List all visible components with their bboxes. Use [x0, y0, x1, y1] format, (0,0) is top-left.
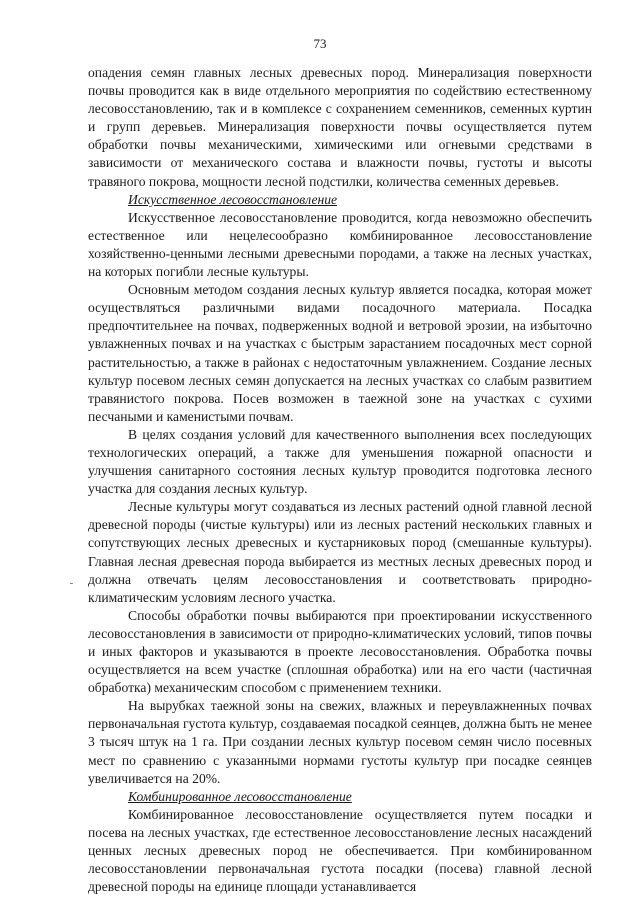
section-heading-artificial-reforestation: Искусственное лесовосстановление [128, 191, 338, 207]
paragraph-combined-definition: Комбинированное лесовосстановление осуществляется путем посадки и посева на лесных участках, где естественное лесовосстановление лесных насаждений ценных лесных древесных пород не обеспечивается. При комбинированном лесовосстановлении первоначальная густота посадки (посева) главной лесной древесной породы на единице площади устанавливается [88, 806, 592, 895]
paragraph-artificial-definition: Искусственное лесовосстановление проводится, когда невозможно обеспечить естественное или нецелесообразно комбинированное лесовосстановление хозяйственно-ценными лесными древесными породами, а также на лесных участках, на которых погибли лесные культуры. [88, 209, 592, 280]
margin-mark [70, 583, 73, 584]
paragraph-continuation: опадения семян главных лесных древесных пород. Минерализация поверхности почвы проводится как в виде отдельного мероприятия по содействию естественному лесовосстановлению, так и в комплексе с сохранением семенников, семенных куртин и групп деревьев. Минерализация поверхности почвы осуществляется путем обработки почвы механическими, химическими или огневыми средствами в зависимости от механического состава и влажности почвы, густоты и высоты травяного покрова, мощности лесной подстилки, количества семенных деревьев. [88, 65, 592, 189]
paragraph-forest-culture-composition: Лесные культуры могут создаваться из лесных растений одной главной лесной древесной породы (чистые культуры) или из лесных растений нескольких главных и сопутствующих лесных древесных и кустарниковых пород (смешанные культуры). Главная лесная древесная порода выбирается из местных лесных древесных пород и должна отвечать целям лесовосстановления и соответствовать природно-климатическим условиям лесного участка. [88, 499, 592, 605]
paragraph-site-preparation: В целях создания условий для качественного выполнения всех последующих технологических операций, а также для уменьшения пожарной опасности и улучшения санитарного состояния лесных культур проводится подготовка лесного участка для создания лесных культур. [88, 426, 592, 497]
paragraph-soil-treatment: Способы обработки почвы выбираются при проектировании искусственного лесовосстановления в зависимости от природно-климатических условий, типов почвы и иных факторов и указываются в проекте лесовосстановления. Обработка почвы осуществляется на всем участке (сплошная обработка) или на его части (частичная обработка) механическим способом с применением техники. [88, 607, 592, 696]
page-number: 73 [313, 36, 327, 51]
document-body [88, 64, 592, 896]
paragraph-planting-density: На вырубках таежной зоны на свежих, влажных и переувлажненных почвах первоначальная густота культур, создаваемая посадкой сеянцев, должна быть не менее 3 тысяч штук на 1 га. При создании лесных культур посевом семян число посевных мест по сравнению с указанными нормами густоты культур при посадке сеянцев увеличивается на 20%. [88, 698, 592, 786]
paragraph-planting-method: Основным методом создания лесных культур является посадка, которая может осуществляться различными видами посадочного материала. Посадка предпочтительнее на почвах, подверженных водной и ветровой эрозии, на избыточно увлажненных почвах и на участках с быстрым зарастанием посадочных мест сорной растительностью, а также в районах с недостаточным увлажнением. Создание лесных культур посевом лесных семян допускается на лесных участках со слабым развитием травянистого покрова. Посев возможен в таежной зоне на участках с сухими песчаными и каменистыми почвам. [88, 282, 592, 424]
section-heading-combined-reforestation: Комбинированное лесовосстановление [128, 788, 352, 804]
